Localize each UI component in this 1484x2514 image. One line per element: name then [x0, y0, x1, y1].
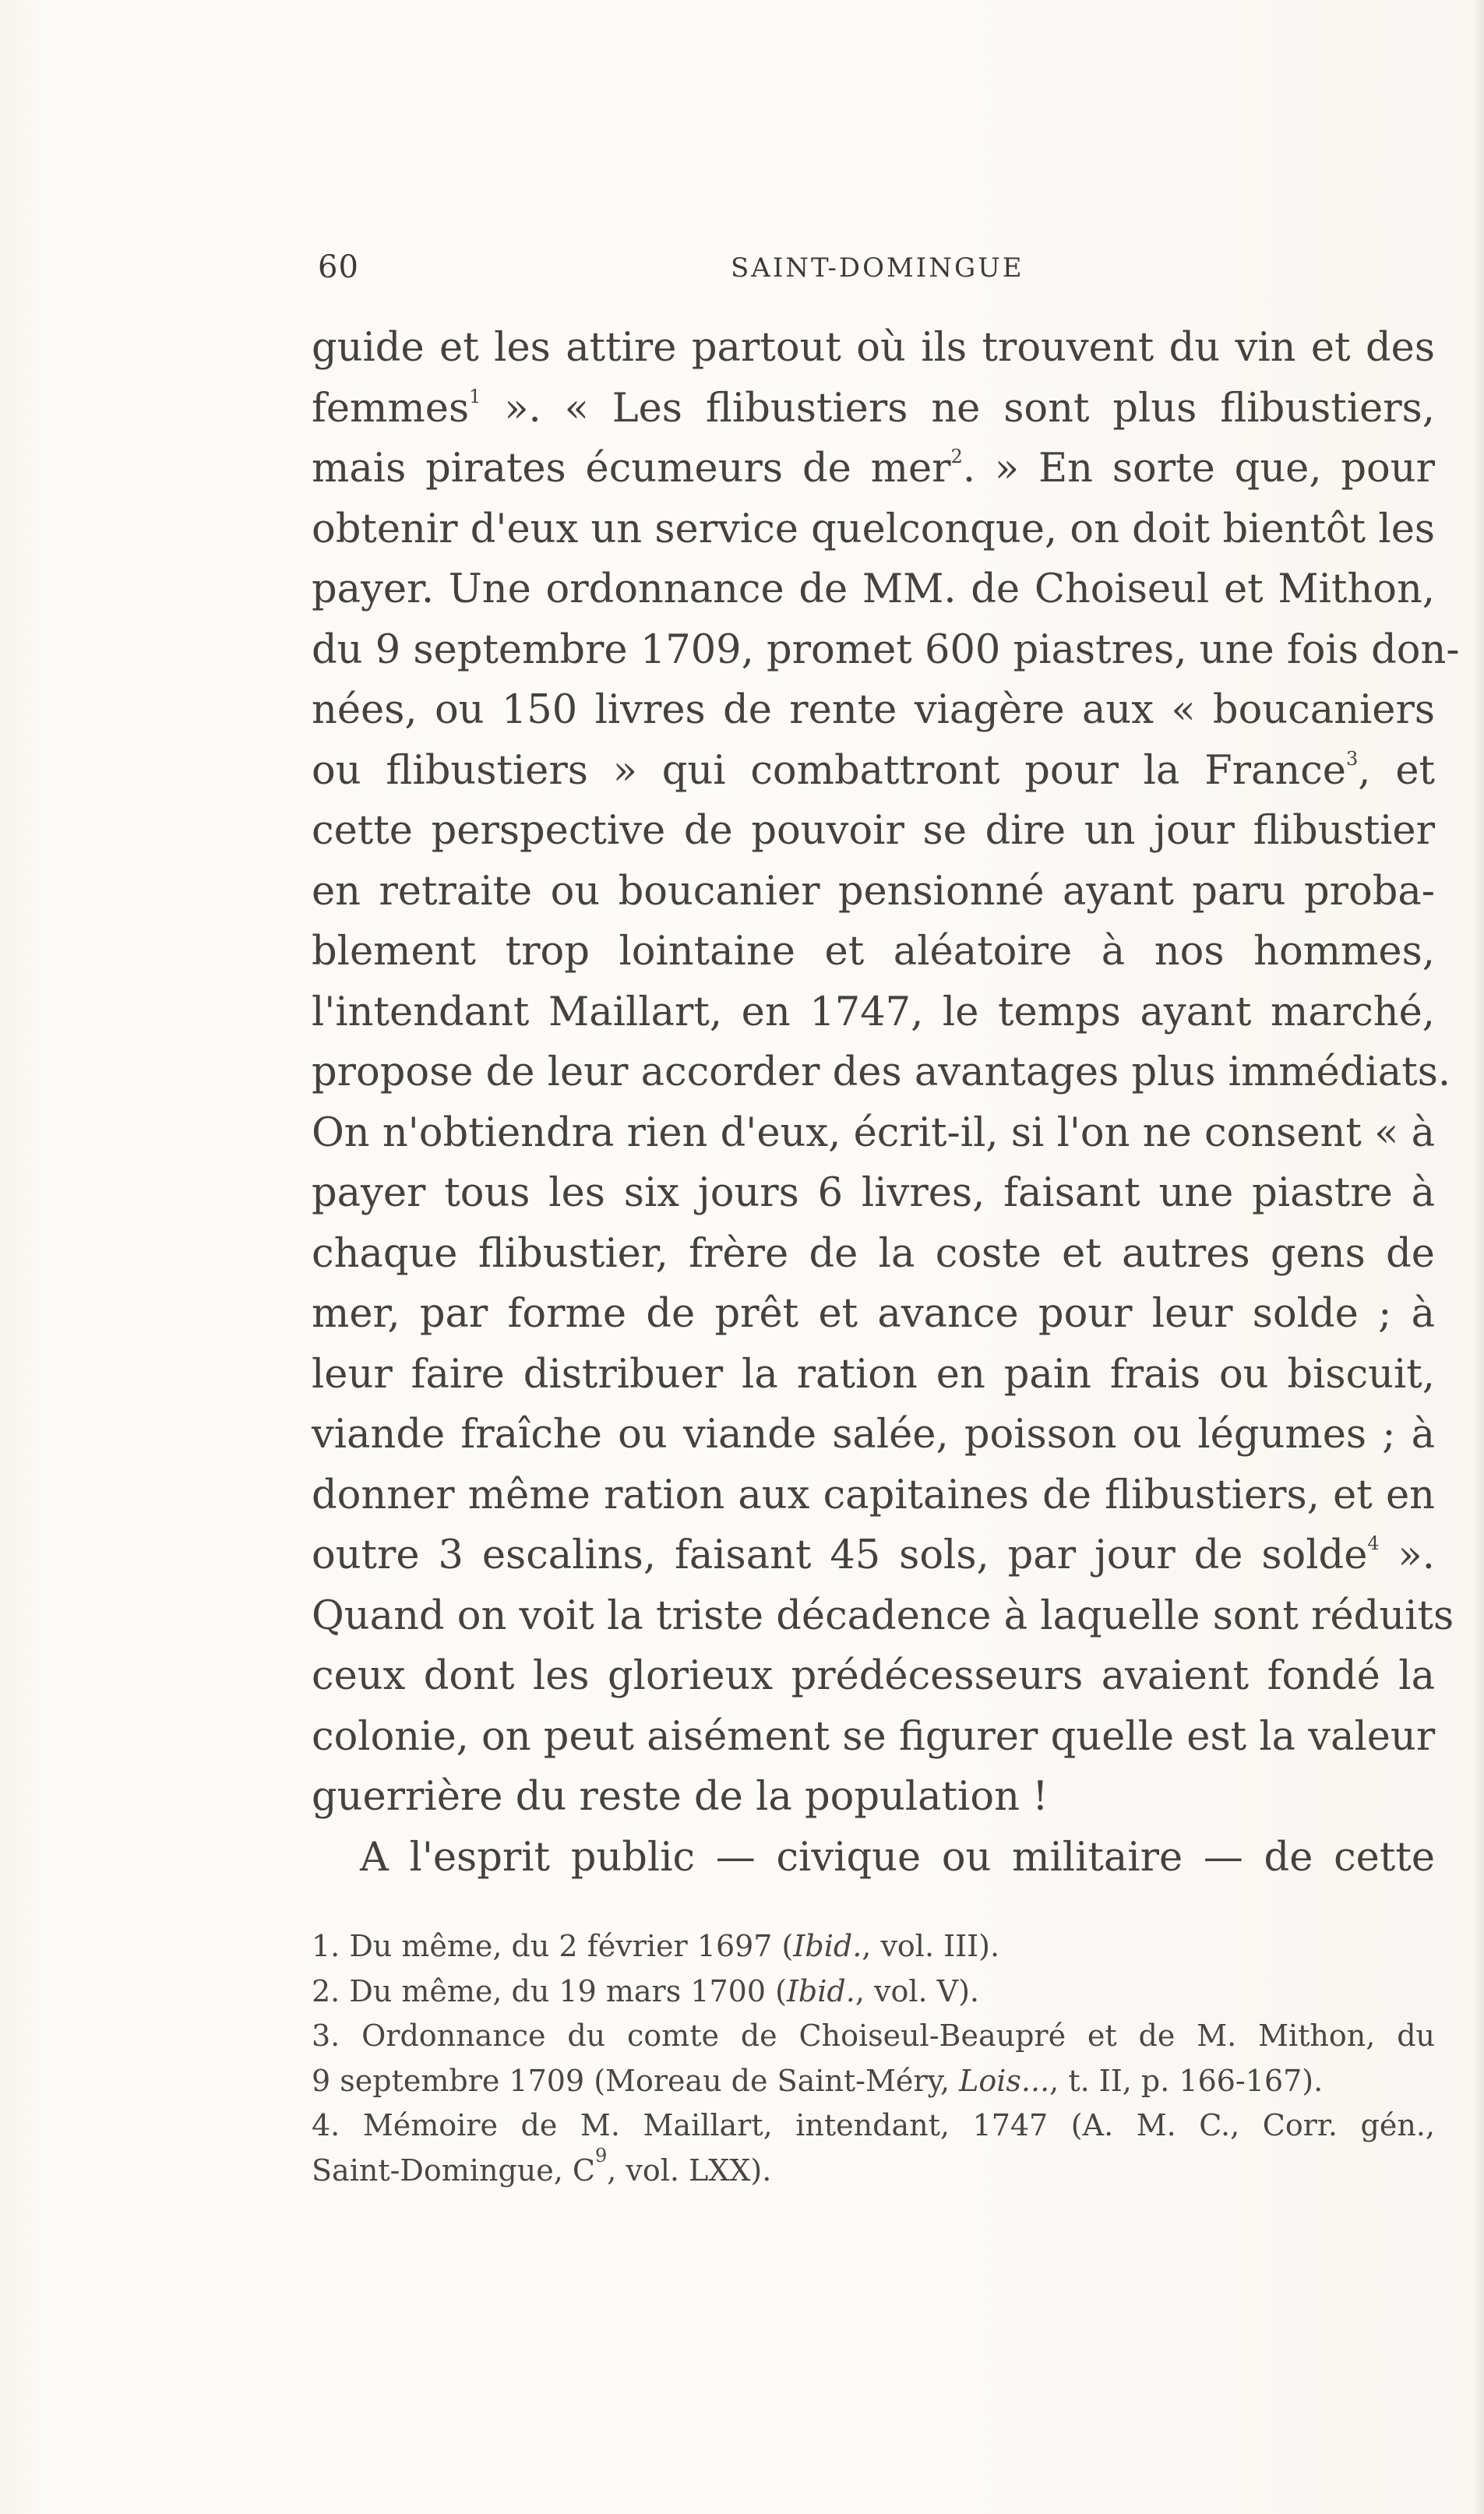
- text-line: chaque flibustier, frère de la coste et autres gens de: [312, 1230, 1435, 1277]
- text-line: payer tous les six jours 6 livres, faisant une piastre à: [312, 1170, 1435, 1216]
- text-line: femmes$^1$ ». « Les flibustiers ne sont plus flibustiers,: [312, 385, 1435, 432]
- text-line: cette perspective de pouvoir se dire un jour flibustier: [312, 808, 1435, 854]
- text-line: Quand on voit la triste décadence à laquelle sont réduits: [312, 1592, 1454, 1639]
- footnote-3-line-1: 3. Ordonnance du comte de Choiseul-Beaupré et de M. Mithon, du: [312, 2019, 1435, 2053]
- text-line: guide et les attire partout où ils trouvent du vin et des: [312, 325, 1435, 371]
- text-line: l'intendant Maillart, en 1747, le temps ayant marché,: [312, 989, 1435, 1035]
- footnote-4-line-2: Saint-Domingue, $C^9$, vol. LXX).: [312, 2144, 772, 2188]
- footnote-ref: 3: [1346, 747, 1359, 770]
- body-text: [312, 318, 1460, 1888]
- text-line: obtenir d'eux un service quelconque, on doit bientôt les: [312, 506, 1436, 552]
- text-line: On n'obtiendra rien d'eux, écrit-il, si l'on ne consent « à: [312, 1109, 1435, 1156]
- page-number: 60: [318, 249, 359, 285]
- text-line: ou flibustiers » qui combattront pour la France$^3$, et: [312, 747, 1435, 794]
- running-title: SAINT-DOMINGUE: [731, 252, 1024, 284]
- text-line: nées, ou 150 livres de rente viagère aux « boucaniers: [312, 687, 1435, 733]
- text-line: mais pirates écumeurs de mer$^2$. » En sorte que, pour: [312, 446, 1435, 492]
- text-line: ceux dont les glorieux prédécesseurs avaient fondé la: [312, 1653, 1435, 1699]
- footnote-ref: 4: [1367, 1532, 1380, 1554]
- text-line: propose de leur accorder des avantages plus immédiats.: [312, 1049, 1451, 1095]
- footnote-3-line-2: 9 septembre 1709 (Moreau de Saint-Méry, Lois..., t. II, p. 166-167).: [312, 2063, 1324, 2098]
- text-line: blement trop lointaine et aléatoire à nos hommes,: [312, 929, 1435, 975]
- text-line: viande fraîche ou viande salée, poisson ou légumes ; à: [312, 1412, 1435, 1458]
- text-line: guerrière du reste de la population !: [312, 1774, 1049, 1820]
- footnote-ref: 1: [469, 385, 481, 407]
- footnote-2: 2. Du même, du 19 mars 1700 (Ibid., vol. V).: [312, 1973, 979, 2008]
- text-line: leur faire distribuer la ration en pain frais ou biscuit,: [312, 1351, 1435, 1398]
- footnote-4-line-1: 4. Mémoire de M. Maillart, intendant, 1747 (A. M. C., Corr. gén.,: [312, 2108, 1435, 2142]
- text-line: colonie, on peut aisément se figurer quelle est la valeur: [312, 1713, 1436, 1760]
- running-head: [312, 249, 1433, 296]
- text-line: outre 3 escalins, faisant 45 sols, par jour de solde$^4$ ».: [312, 1532, 1435, 1578]
- text-line: du 9 septembre 1709, promet 600 piastres, une fois don-: [312, 626, 1460, 673]
- text-line: donner même ration aux capitaines de flibustiers, et en: [312, 1472, 1435, 1518]
- text-line: A l'esprit public — civique ou militaire — de cette: [360, 1834, 1435, 1881]
- footnote-ref: 2: [950, 446, 963, 467]
- text-line: payer. Une ordonnance de MM. de Choiseul et Mithon,: [312, 566, 1435, 612]
- text-line: mer, par forme de prêt et avance pour leur solde ; à: [312, 1291, 1435, 1337]
- footnote-1: 1. Du même, du 2 février 1697 (Ibid., vol. III).: [312, 1929, 1000, 1963]
- page-edge: [1475, 0, 1484, 2514]
- text-line: en retraite ou boucanier pensionné ayant paru proba-: [312, 868, 1435, 915]
- footnotes: [312, 1924, 1435, 2193]
